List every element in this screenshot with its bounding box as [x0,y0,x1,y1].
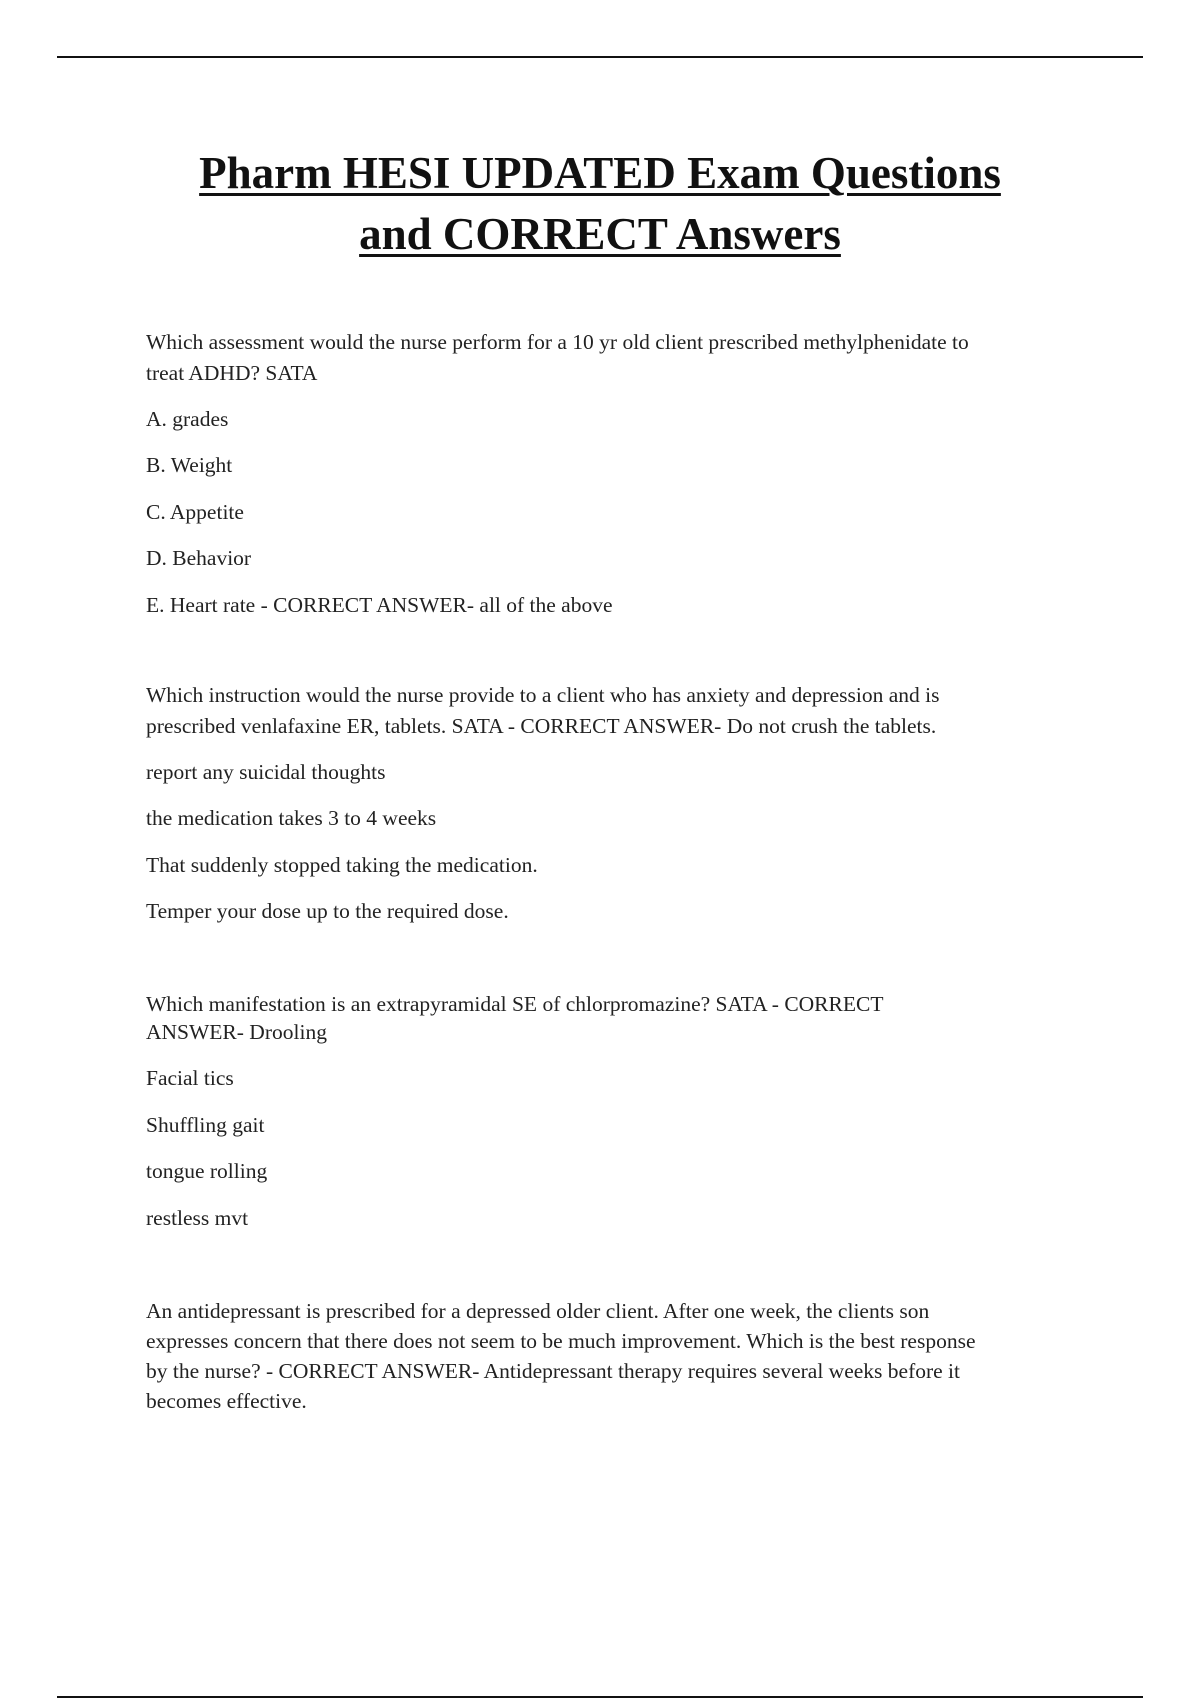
title-line-1: Pharm HESI UPDATED Exam Questions [199,148,1001,198]
question-3-stem-line-1: Which manifestation is an extrapyramidal SE of chlorpromazine? SATA - CORRECT [146,992,884,1016]
question-4-stem-line-2: expresses concern that there does not seem to be much improvement. Which is the best response [146,1329,976,1353]
question-1-option: B. Weight [146,453,233,477]
header-rule [57,56,1143,58]
question-2-option: That suddenly stopped taking the medication. [146,853,538,877]
question-2-stem-line-1: Which instruction would the nurse provide to a client who has anxiety and depression and is [146,683,940,707]
footer-rule [57,1696,1143,1698]
question-1-option: C. Appetite [146,500,244,524]
question-2-option: report any suicidal thoughts [146,760,386,784]
question-4-stem-line-1: An antidepressant is prescribed for a depressed older client. After one week, the clients son [146,1299,930,1323]
title-line-2: and CORRECT Answers [359,209,841,259]
question-3-option: Shuffling gait [146,1113,265,1137]
question-1-stem-line-1: Which assessment would the nurse perform for a 10 yr old client prescribed methylphenidate to [146,330,969,354]
question-2-option: the medication takes 3 to 4 weeks [146,806,437,830]
question-1-stem-line-2: treat ADHD? SATA [146,361,318,385]
question-3-option: restless mvt [146,1206,249,1230]
question-4-stem-line-3: by the nurse? - CORRECT ANSWER- Antidepressant therapy requires several weeks before it [146,1359,961,1383]
document-title [0,143,1200,265]
question-1-answer: E. Heart rate - CORRECT ANSWER- all of the above [146,593,613,617]
question-3-option: Facial tics [146,1066,234,1090]
question-2-stem-line-2: prescribed venlafaxine ER, tablets. SATA - CORRECT ANSWER- Do not crush the tablets. [146,714,937,738]
question-4-stem-line-4: becomes effective. [146,1389,307,1413]
question-1-option: A. grades [146,407,229,431]
question-3-stem-line-2: ANSWER- Drooling [146,1020,327,1044]
question-3-option: tongue rolling [146,1159,268,1183]
question-1-option: D. Behavior [146,546,252,570]
question-2-option: Temper your dose up to the required dose. [146,899,509,923]
